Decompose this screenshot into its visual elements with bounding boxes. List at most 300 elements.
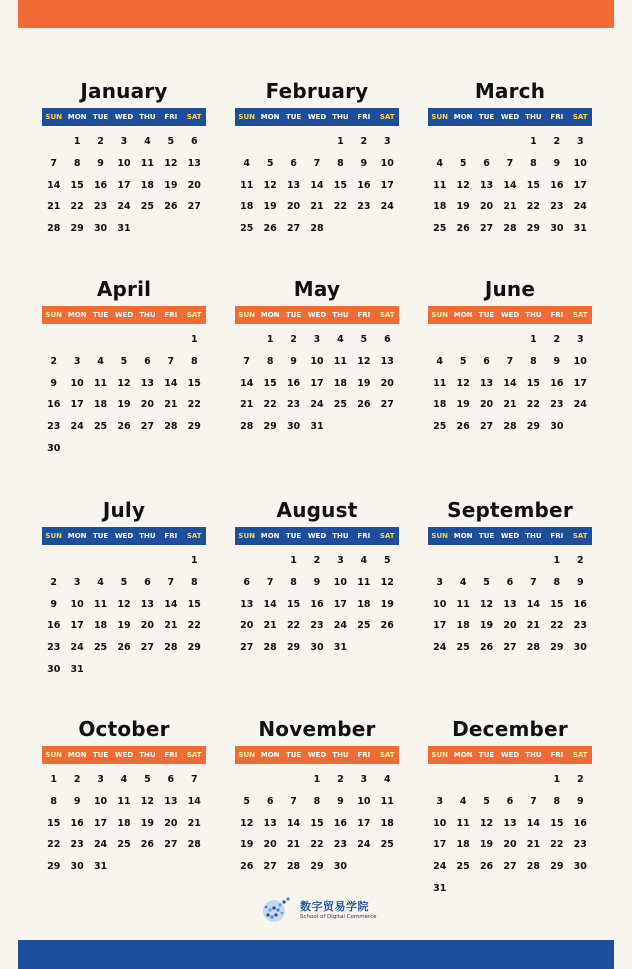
month-title: May bbox=[293, 277, 341, 301]
empty-cell bbox=[498, 769, 521, 791]
day-cell: 4 bbox=[144, 136, 151, 147]
day-cell: 3 bbox=[360, 774, 368, 785]
weekday-label: FRI bbox=[550, 532, 564, 540]
empty-cell bbox=[522, 550, 545, 572]
day-cell: 14 bbox=[47, 179, 61, 191]
day-cell: 9 bbox=[576, 576, 584, 588]
day-cell: 14 bbox=[310, 179, 324, 191]
day-cell: 11 bbox=[93, 377, 108, 389]
day-cell: 13 bbox=[286, 179, 301, 191]
day-cell: 3 bbox=[383, 136, 391, 147]
day-cell: 25 bbox=[140, 201, 155, 213]
day-cell: 21 bbox=[286, 839, 301, 851]
empty-cell bbox=[65, 550, 88, 572]
day-cell: 19 bbox=[140, 817, 155, 829]
weekday-label: MON bbox=[453, 113, 473, 121]
day-cell: 3 bbox=[97, 774, 104, 785]
month-june bbox=[428, 276, 592, 438]
day-cell: 21 bbox=[526, 839, 541, 851]
day-cell: 8 bbox=[190, 355, 198, 367]
day-cell: 18 bbox=[380, 817, 394, 829]
day-cell: 29 bbox=[70, 223, 84, 235]
day-grid bbox=[235, 769, 399, 878]
day-cell: 4 bbox=[459, 795, 467, 807]
empty-cell bbox=[159, 329, 182, 351]
day-cell: 3 bbox=[120, 136, 128, 147]
day-cell: 28 bbox=[503, 223, 517, 235]
day-cell: 30 bbox=[47, 442, 61, 454]
empty-cell bbox=[498, 329, 521, 351]
weekday-label: MON bbox=[453, 751, 473, 759]
day-cell: 8 bbox=[337, 157, 344, 169]
day-cell: 16 bbox=[70, 817, 84, 829]
weekday-label: SUN bbox=[45, 113, 62, 121]
empty-cell bbox=[475, 769, 498, 791]
weekday-header bbox=[42, 108, 206, 126]
weekday-label: THU bbox=[332, 311, 349, 319]
empty-cell bbox=[42, 550, 65, 572]
day-cell: 1 bbox=[313, 774, 321, 785]
day-cell: 2 bbox=[290, 334, 297, 345]
day-cell: 23 bbox=[93, 201, 108, 213]
day-cell: 22 bbox=[550, 839, 564, 851]
day-cell: 27 bbox=[479, 421, 494, 433]
weekday-header bbox=[428, 746, 592, 764]
day-cell: 27 bbox=[380, 399, 394, 411]
weekday-header bbox=[428, 108, 592, 126]
day-cell: 1 bbox=[266, 334, 274, 345]
weekday-label: SUN bbox=[45, 751, 62, 759]
day-cell: 25 bbox=[93, 642, 108, 654]
month-title: September bbox=[447, 498, 573, 522]
weekday-label: SUN bbox=[238, 532, 255, 540]
weekday-label: SAT bbox=[186, 532, 202, 540]
weekday-label: FRI bbox=[357, 113, 371, 121]
day-cell: 18 bbox=[117, 817, 131, 829]
day-cell: 19 bbox=[164, 179, 178, 191]
day-cell: 15 bbox=[310, 817, 324, 829]
school-logo bbox=[260, 895, 377, 925]
day-cell: 21 bbox=[503, 399, 517, 411]
weekday-header bbox=[235, 746, 399, 764]
day-cell: 23 bbox=[333, 839, 348, 851]
day-cell: 23 bbox=[70, 839, 84, 851]
day-cell: 16 bbox=[550, 377, 564, 389]
empty-cell bbox=[305, 131, 328, 153]
empty-cell bbox=[42, 131, 65, 153]
day-cell: 23 bbox=[573, 839, 587, 851]
day-cell: 1 bbox=[530, 136, 537, 147]
day-cell: 14 bbox=[526, 817, 541, 829]
day-cell: 16 bbox=[310, 598, 324, 610]
day-cell: 27 bbox=[240, 642, 254, 654]
weekday-label: TUE bbox=[285, 311, 302, 319]
weekday-label: WED bbox=[114, 311, 134, 319]
day-cell: 12 bbox=[140, 795, 155, 807]
day-cell: 27 bbox=[140, 642, 155, 654]
weekday-label: FRI bbox=[357, 532, 371, 540]
weekday-label: TUE bbox=[285, 113, 302, 121]
day-cell: 21 bbox=[503, 201, 517, 213]
day-cell: 17 bbox=[433, 620, 447, 632]
weekday-label: TUE bbox=[285, 751, 302, 759]
empty-cell bbox=[42, 329, 65, 351]
day-cell: 5 bbox=[144, 774, 151, 785]
empty-cell bbox=[451, 329, 474, 351]
day-cell: 19 bbox=[117, 620, 131, 632]
day-cell: 7 bbox=[266, 576, 274, 588]
day-cell: 27 bbox=[140, 421, 155, 433]
empty-cell bbox=[258, 131, 281, 153]
day-cell: 14 bbox=[526, 598, 541, 610]
day-cell: 20 bbox=[479, 399, 494, 411]
day-cell: 6 bbox=[383, 334, 391, 345]
weekday-label: FRI bbox=[550, 751, 564, 759]
day-cell: 25 bbox=[456, 642, 470, 654]
day-cell: 10 bbox=[573, 355, 587, 367]
month-july bbox=[42, 497, 206, 681]
day-cell: 21 bbox=[187, 817, 201, 829]
weekday-header bbox=[235, 527, 399, 545]
day-cell: 9 bbox=[73, 795, 81, 807]
day-cell: 10 bbox=[117, 157, 131, 169]
empty-cell bbox=[282, 769, 305, 791]
day-grid bbox=[428, 329, 592, 438]
weekday-label: MON bbox=[260, 311, 280, 319]
day-cell: 31 bbox=[333, 642, 348, 654]
day-cell: 14 bbox=[164, 377, 178, 389]
day-cell: 22 bbox=[550, 620, 564, 632]
day-cell: 7 bbox=[190, 774, 198, 785]
day-cell: 5 bbox=[120, 355, 128, 367]
day-cell: 2 bbox=[313, 555, 321, 566]
day-cell: 16 bbox=[573, 817, 587, 829]
weekday-label: MON bbox=[67, 751, 87, 759]
day-cell: 4 bbox=[360, 555, 368, 566]
day-cell: 27 bbox=[263, 861, 277, 873]
day-cell: 5 bbox=[360, 334, 368, 345]
day-cell: 14 bbox=[240, 377, 254, 389]
weekday-label: MON bbox=[260, 532, 280, 540]
month-title: October bbox=[78, 717, 170, 741]
day-cell: 30 bbox=[550, 421, 564, 433]
weekday-label: MON bbox=[67, 113, 87, 121]
day-cell: 6 bbox=[483, 157, 490, 169]
day-cell: 11 bbox=[117, 795, 131, 807]
day-cell: 16 bbox=[573, 598, 587, 610]
day-cell: 9 bbox=[50, 598, 58, 610]
day-cell: 5 bbox=[167, 136, 175, 147]
day-cell: 30 bbox=[93, 223, 108, 235]
day-cell: 12 bbox=[263, 179, 277, 191]
day-cell: 23 bbox=[550, 201, 564, 213]
day-cell: 31 bbox=[433, 882, 447, 894]
day-cell: 11 bbox=[380, 795, 394, 807]
day-cell: 22 bbox=[333, 201, 348, 213]
day-cell: 26 bbox=[479, 642, 494, 654]
day-cell: 11 bbox=[333, 355, 348, 367]
day-cell: 30 bbox=[70, 861, 84, 873]
day-cell: 17 bbox=[117, 179, 131, 191]
weekday-header bbox=[42, 306, 206, 324]
day-cell: 3 bbox=[313, 334, 321, 345]
day-cell: 2 bbox=[576, 555, 584, 566]
day-cell: 19 bbox=[380, 598, 394, 610]
empty-cell bbox=[428, 550, 451, 572]
day-cell: 6 bbox=[483, 355, 490, 367]
weekday-label: SAT bbox=[572, 113, 588, 121]
day-cell: 2 bbox=[337, 774, 344, 785]
day-cell: 13 bbox=[263, 817, 277, 829]
day-cell: 13 bbox=[187, 157, 201, 169]
day-cell: 3 bbox=[73, 576, 81, 588]
day-cell: 21 bbox=[47, 201, 61, 213]
day-cell: 15 bbox=[70, 179, 84, 191]
day-cell: 18 bbox=[240, 201, 254, 213]
day-cell: 20 bbox=[263, 839, 277, 851]
weekday-label: SUN bbox=[45, 532, 62, 540]
day-cell: 1 bbox=[290, 555, 297, 566]
weekday-label: SUN bbox=[238, 751, 255, 759]
day-grid bbox=[42, 329, 206, 460]
month-january bbox=[42, 78, 206, 240]
day-cell: 26 bbox=[117, 642, 131, 654]
day-cell: 7 bbox=[50, 157, 58, 169]
weekday-label: SAT bbox=[379, 532, 395, 540]
weekday-label: FRI bbox=[164, 113, 178, 121]
day-cell: 2 bbox=[553, 136, 561, 147]
day-cell: 24 bbox=[433, 861, 447, 873]
day-cell: 18 bbox=[93, 620, 108, 632]
month-title: December bbox=[452, 717, 568, 741]
day-cell: 26 bbox=[240, 861, 254, 873]
weekday-label: SUN bbox=[431, 532, 448, 540]
day-cell: 13 bbox=[479, 179, 494, 191]
weekday-label: WED bbox=[307, 113, 327, 121]
day-cell: 24 bbox=[380, 201, 394, 213]
day-cell: 5 bbox=[483, 795, 490, 807]
weekday-label: SUN bbox=[45, 311, 62, 319]
weekday-label: THU bbox=[332, 532, 349, 540]
weekday-label: SAT bbox=[379, 311, 395, 319]
day-cell: 31 bbox=[93, 861, 108, 873]
day-cell: 27 bbox=[187, 201, 201, 213]
day-cell: 7 bbox=[243, 355, 251, 367]
day-cell: 29 bbox=[526, 223, 541, 235]
day-cell: 23 bbox=[550, 399, 564, 411]
day-cell: 15 bbox=[333, 179, 348, 191]
day-cell: 17 bbox=[310, 377, 324, 389]
day-cell: 20 bbox=[140, 399, 155, 411]
weekday-label: THU bbox=[139, 532, 156, 540]
day-cell: 23 bbox=[357, 201, 371, 213]
empty-cell bbox=[475, 131, 498, 153]
day-cell: 16 bbox=[47, 399, 61, 411]
weekday-label: WED bbox=[114, 532, 134, 540]
month-november bbox=[235, 716, 399, 878]
day-cell: 2 bbox=[360, 136, 368, 147]
weekday-label: SAT bbox=[379, 113, 395, 121]
weekday-label: SAT bbox=[379, 751, 395, 759]
day-cell: 14 bbox=[263, 598, 277, 610]
month-december bbox=[428, 716, 592, 900]
day-cell: 29 bbox=[263, 421, 277, 433]
day-cell: 6 bbox=[190, 136, 198, 147]
day-cell: 6 bbox=[290, 157, 297, 169]
day-cell: 5 bbox=[243, 795, 251, 807]
day-grid bbox=[428, 769, 592, 900]
day-cell: 1 bbox=[337, 136, 344, 147]
day-cell: 1 bbox=[50, 774, 58, 785]
day-cell: 8 bbox=[50, 795, 58, 807]
day-cell: 17 bbox=[573, 377, 587, 389]
empty-cell bbox=[235, 329, 258, 351]
weekday-label: THU bbox=[139, 113, 156, 121]
weekday-label: SUN bbox=[238, 311, 255, 319]
weekday-label: SUN bbox=[431, 311, 448, 319]
day-cell: 14 bbox=[503, 377, 517, 389]
weekday-label: FRI bbox=[357, 751, 371, 759]
day-cell: 2 bbox=[553, 334, 561, 345]
day-cell: 28 bbox=[526, 642, 541, 654]
weekday-label: FRI bbox=[164, 311, 178, 319]
day-cell: 2 bbox=[73, 774, 81, 785]
day-cell: 9 bbox=[553, 355, 561, 367]
day-cell: 10 bbox=[433, 817, 447, 829]
day-cell: 4 bbox=[337, 334, 344, 345]
weekday-label: MON bbox=[67, 311, 87, 319]
day-cell: 19 bbox=[357, 377, 371, 389]
day-cell: 26 bbox=[479, 861, 494, 873]
day-cell: 24 bbox=[93, 839, 108, 851]
day-cell: 7 bbox=[530, 576, 537, 588]
top-banner bbox=[18, 0, 614, 28]
day-grid bbox=[42, 131, 206, 240]
day-cell: 29 bbox=[187, 421, 201, 433]
day-cell: 15 bbox=[526, 179, 541, 191]
day-cell: 28 bbox=[187, 839, 201, 851]
day-cell: 24 bbox=[310, 399, 324, 411]
day-cell: 24 bbox=[573, 201, 587, 213]
day-cell: 10 bbox=[70, 598, 84, 610]
weekday-header bbox=[428, 306, 592, 324]
day-cell: 22 bbox=[187, 620, 201, 632]
day-cell: 8 bbox=[190, 576, 198, 588]
day-cell: 21 bbox=[526, 620, 541, 632]
day-cell: 10 bbox=[380, 157, 394, 169]
day-cell: 26 bbox=[456, 421, 470, 433]
weekday-label: SAT bbox=[186, 311, 202, 319]
day-cell: 6 bbox=[506, 576, 514, 588]
day-cell: 22 bbox=[286, 620, 301, 632]
day-cell: 11 bbox=[357, 576, 371, 588]
day-cell: 13 bbox=[164, 795, 178, 807]
empty-cell bbox=[112, 550, 135, 572]
day-cell: 24 bbox=[70, 642, 84, 654]
day-cell: 3 bbox=[576, 136, 584, 147]
day-cell: 9 bbox=[97, 157, 104, 169]
empty-cell bbox=[451, 550, 474, 572]
day-cell: 17 bbox=[357, 817, 371, 829]
month-march bbox=[428, 78, 592, 240]
day-cell: 29 bbox=[550, 861, 564, 873]
day-cell: 23 bbox=[47, 642, 61, 654]
day-grid bbox=[235, 131, 399, 240]
day-cell: 1 bbox=[553, 555, 561, 566]
day-cell: 23 bbox=[286, 399, 301, 411]
day-cell: 1 bbox=[73, 136, 81, 147]
day-cell: 24 bbox=[117, 201, 131, 213]
day-cell: 5 bbox=[383, 555, 391, 566]
day-cell: 17 bbox=[70, 620, 84, 632]
day-grid bbox=[235, 550, 399, 659]
day-cell: 30 bbox=[286, 421, 301, 433]
day-cell: 18 bbox=[433, 399, 447, 411]
day-cell: 17 bbox=[93, 817, 108, 829]
empty-cell bbox=[159, 550, 182, 572]
day-cell: 5 bbox=[459, 355, 467, 367]
day-cell: 1 bbox=[553, 774, 561, 785]
day-cell: 8 bbox=[553, 795, 561, 807]
day-cell: 3 bbox=[337, 555, 344, 566]
day-cell: 13 bbox=[140, 377, 155, 389]
month-title: August bbox=[276, 498, 358, 522]
weekday-label: SUN bbox=[431, 113, 448, 121]
empty-cell bbox=[522, 769, 545, 791]
day-grid bbox=[42, 769, 206, 878]
day-grid bbox=[428, 131, 592, 240]
day-cell: 4 bbox=[243, 157, 251, 169]
day-cell: 12 bbox=[380, 576, 394, 588]
weekday-header bbox=[235, 108, 399, 126]
day-cell: 13 bbox=[503, 817, 517, 829]
day-cell: 13 bbox=[240, 598, 254, 610]
day-cell: 4 bbox=[436, 157, 444, 169]
day-cell: 14 bbox=[164, 598, 178, 610]
day-cell: 12 bbox=[456, 179, 470, 191]
day-cell: 7 bbox=[167, 355, 175, 367]
month-title: March bbox=[474, 79, 546, 103]
empty-cell bbox=[475, 550, 498, 572]
day-cell: 31 bbox=[573, 223, 587, 235]
day-cell: 6 bbox=[506, 795, 514, 807]
day-cell: 3 bbox=[73, 355, 81, 367]
weekday-label: WED bbox=[307, 311, 327, 319]
weekday-label: FRI bbox=[164, 532, 178, 540]
weekday-label: WED bbox=[307, 751, 327, 759]
day-cell: 4 bbox=[436, 355, 444, 367]
month-title: November bbox=[258, 717, 376, 741]
weekday-label: TUE bbox=[478, 113, 495, 121]
day-cell: 8 bbox=[266, 355, 274, 367]
weekday-label: SUN bbox=[431, 751, 448, 759]
empty-cell bbox=[89, 550, 112, 572]
day-cell: 16 bbox=[286, 377, 301, 389]
day-cell: 4 bbox=[383, 774, 391, 785]
weekday-label: WED bbox=[500, 311, 520, 319]
day-cell: 27 bbox=[503, 642, 517, 654]
day-grid bbox=[42, 550, 206, 681]
day-cell: 10 bbox=[93, 795, 108, 807]
day-cell: 13 bbox=[479, 377, 494, 389]
month-title: February bbox=[265, 79, 369, 103]
day-cell: 26 bbox=[140, 839, 155, 851]
month-title: June bbox=[484, 277, 536, 301]
day-cell: 10 bbox=[357, 795, 371, 807]
day-cell: 10 bbox=[573, 157, 587, 169]
day-cell: 22 bbox=[310, 839, 324, 851]
day-cell: 1 bbox=[190, 555, 198, 566]
